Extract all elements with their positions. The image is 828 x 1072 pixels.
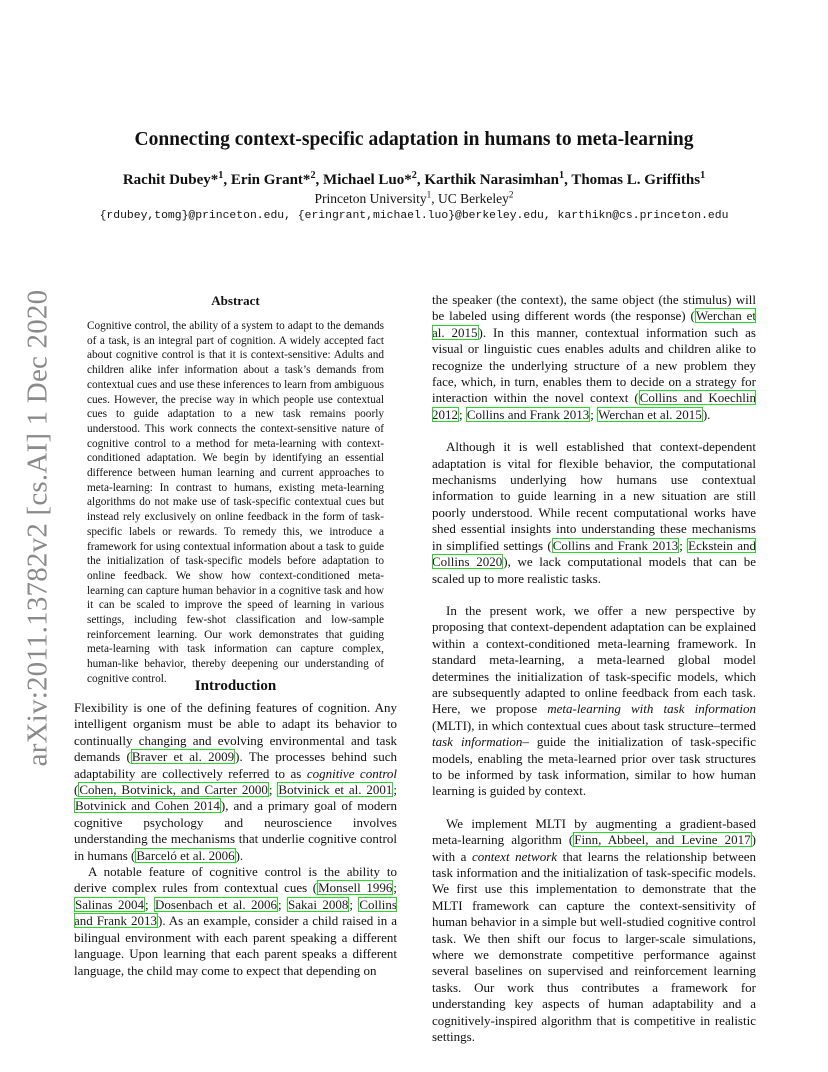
author: Thomas L. Griffiths$^1$ bbox=[571, 170, 706, 188]
paragraph: Although it is well established that context-dependent adaptation is vital for flexible behavior, the computational mechanisms underlying how humans use contextual information to guide learning in a new situation are still poorly understood. While recent computational works have shed essential insights into understanding these mechanisms in simplified settings (Collins and Frank 2013; Eckstein and Collins 2020), we lack computational models that can be scaled up to more realistic tasks. bbox=[432, 439, 756, 586]
citation-link[interactable]: Dosenbach et al. 2006 bbox=[155, 896, 278, 912]
abstract-heading: Abstract bbox=[211, 293, 260, 308]
paragraph: the speaker (the context), the same object (the stimulus) will be labeled using different words (the response) (Werchan et al. 2015). In this manner, contextual information such as visual or linguistic cues enables adults and children alike to recognize the underlying structure of a new problem they face, which, in turn, enables them to decide on a strategy for interaction within the novel context (Collins and Koechlin 2012; Collins and Frank 2013; Werchan et al. 2015). bbox=[432, 292, 756, 422]
citation-link[interactable]: Eckstein and Collins 2020 bbox=[432, 537, 756, 570]
paragraph: In the present work, we offer a new perspective by proposing that context-dependent adaptation can be explained within a context-conditioned meta-learning framework. In standard meta-learning, a meta-learned global model determines the initialization of task-specific models, which are subsequently adapted to online feedback from each task. Here, we propose meta-learning with task information (MLTI), in which contextual cues about task structure–termed task information– guide the initialization of task-specific models, enabling the meta-learned prior over task structures to be informed by task information, similar to how human learning is guided by context. bbox=[432, 602, 756, 799]
paragraph: We implement MLTI by augmenting a gradient-based meta-learning algorithm (Finn, Abbeel, and Levine 2017) with a context network that learns the relationship between task information and the initialization of task-specific models. We first use this implementation to demonstrate that the MLTI framework can capture the context-sensitivity of human behavior in a simple but well-studied cognitive control task. We then shift our focus to larger-scale simulations, where we demonstrate competitive performance against several baselines on supervised and reinforcement learning tasks. Our work thus contributes a framework for understanding key aspects of human adaptability and a cognitively-inspired algorithm that is competitive in realistic settings. bbox=[432, 815, 756, 1045]
citation-link[interactable]: Botvinick and Cohen 2014 bbox=[75, 798, 220, 814]
arxiv-margin-stamp bbox=[18, 289, 58, 767]
citation-link[interactable]: Botvinick et al. 2001 bbox=[278, 782, 393, 798]
introduction-body bbox=[74, 700, 397, 979]
author-list bbox=[0, 172, 828, 189]
author: Michael Luo*$^2$, bbox=[323, 170, 425, 188]
citation-link[interactable]: Finn, Abbeel, and Levine 2017 bbox=[574, 832, 751, 848]
paragraph: Flexibility is one of the defining features of cognition. Any intelligent organism must be able to adapt its behavior to continually changing and evolving environmental and task demands (Braver et al. 2009). The processes behind such adaptability are collectively referred to as cognitive control (Cohen, Botvinick, and Carter 2000; Botvinick et al. 2001; Botvinick and Cohen 2014), and a primary goal of modern cognitive psychology and neuroscience involves understanding the mechanisms that underlie cognitive control in humans (Barceló et al. 2006). bbox=[74, 700, 398, 863]
citation-link[interactable]: Collins and Koechlin 2012 bbox=[432, 390, 756, 422]
citation-link[interactable]: Salinas 2004 bbox=[75, 896, 144, 912]
citation-link[interactable]: Braver et al. 2009 bbox=[131, 749, 235, 765]
citation-link[interactable]: Monsell 1996 bbox=[318, 880, 393, 896]
citation-link[interactable]: Werchan et al. 2015 bbox=[598, 406, 702, 422]
citation-link[interactable]: Sakai 2008 bbox=[288, 896, 349, 912]
paper-title: Connecting context-specific adaptation in humans to meta-learning bbox=[134, 129, 694, 150]
paragraph: A notable feature of cognitive control is the ability to derive complex rules from contextual cues (Monsell 1996; Salinas 2004; Dosenbach et al. 2006; Sakai 2008; Collins and Frank 2013). As an example, consider a child raised in a bilingual environment with each parent speaking a different language. Upon learning that each parent speaks a different language, the child may come to expect that depending on bbox=[74, 864, 397, 978]
citation-link[interactable]: Barceló et al. 2006 bbox=[136, 847, 235, 863]
citation-link[interactable]: Cohen, Botvinick, and Carter 2000 bbox=[79, 782, 268, 798]
arxiv-stamp-text: arXiv:2011.13782v2 [cs.AI] 1 Dec 2020 bbox=[21, 289, 54, 767]
introduction-heading: Introduction bbox=[194, 678, 277, 694]
right-column bbox=[432, 292, 756, 1061]
author: Karthik Narasimhan$^1$, bbox=[424, 170, 572, 188]
affiliations: Princeton University$^1$, UC Berkeley$^2$ bbox=[314, 189, 514, 206]
citation-link[interactable]: Collins and Frank 2013 bbox=[74, 896, 397, 929]
author-emails: {rdubey,tomg}@princeton.edu, {eringrant,michael.luo}@berkeley.edu, karthikn@cs.princeton.edu bbox=[99, 210, 729, 222]
abstract-text: Cognitive control, the ability of a system to adapt to the demands of a task, is an integral part of cognition. A widely accepted fact about cognitive control is that it is context-sensitive: Adults and children alike infer information about a task’s demands from contextual cues and use these inferences to learn from ambiguous cues. However, the precise way in which people use contextual cues to guide adaptation to a new task remains poorly understood. This work connects the context-sensitive nature of cognitive control to a method for meta-learning with context-conditioned adaptation. We begin by identifying an essential difference between human learning and current approaches to meta-learning: In contrast to humans, existing meta-learning algorithms do not make use of task-specific contextual cues but instead rely exclusively on online feedback in the form of task-specific labels or rewards. To remedy this, we introduce a framework for using contextual information about a task to guide the initialization of task-specific models before adaptation to online feedback. We show how context-conditioned meta-learning can capture human behavior in a cognitive task and how it can be scaled to improve the speed of learning in various settings, including few-shot classification and low-sample reinforcement learning. Our work demonstrates that guiding meta-learning with task information can capture complex, human-like behavior, thereby deepening our understanding of cognitive control. bbox=[87, 320, 384, 685]
citation-link[interactable]: Collins and Frank 2013 bbox=[552, 537, 679, 553]
author: Erin Grant*$^2$, bbox=[230, 170, 324, 188]
citation-link[interactable]: Collins and Frank 2013 bbox=[466, 406, 590, 422]
author: Rachit Dubey*$^1$, bbox=[122, 170, 231, 188]
citation-link[interactable]: Werchan et al. 2015 bbox=[432, 308, 756, 340]
